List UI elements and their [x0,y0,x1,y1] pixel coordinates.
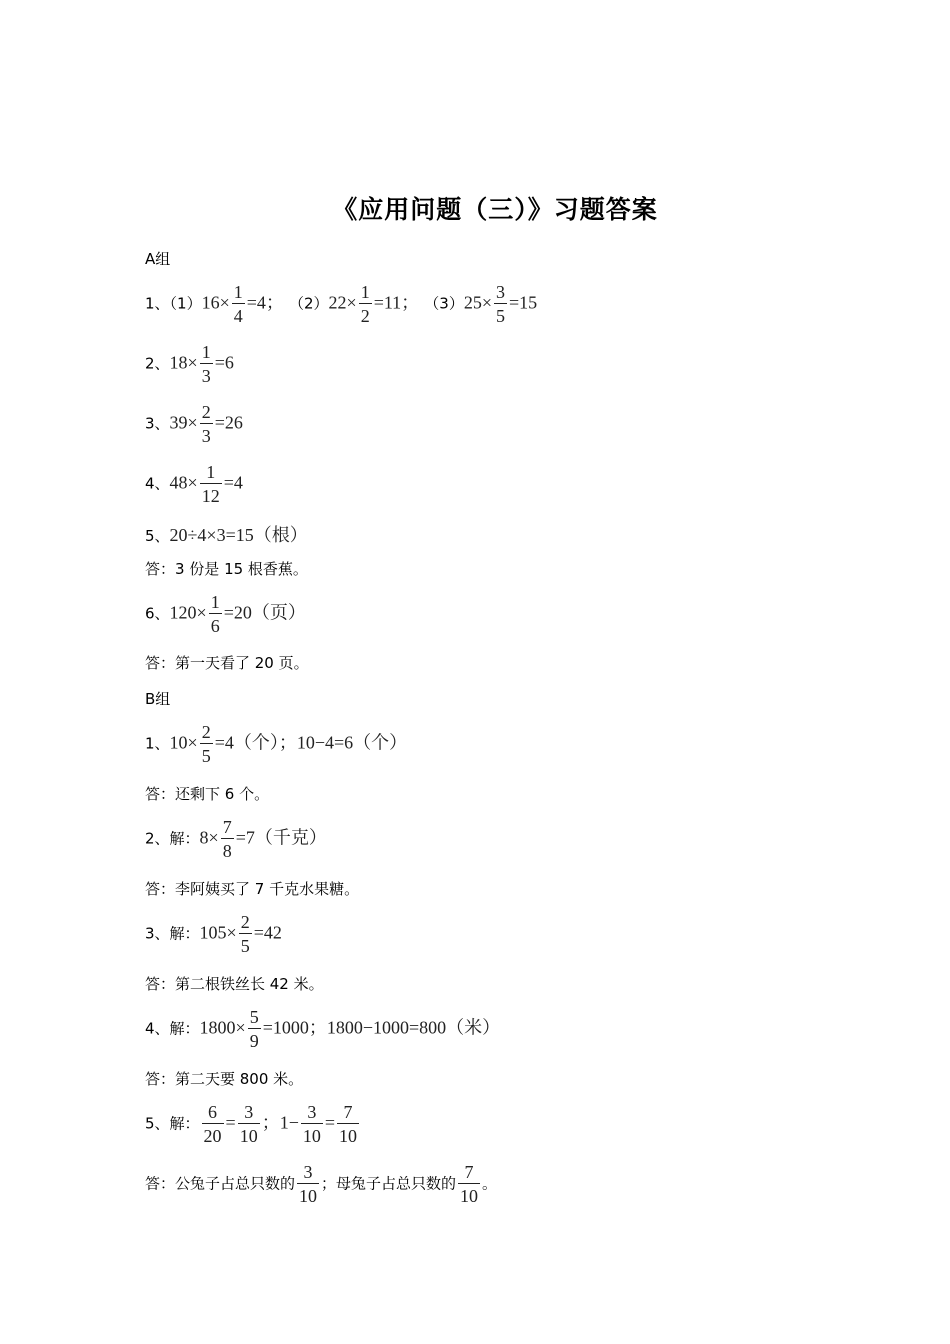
b-q1-left: 10× [169,732,198,753]
b-q3-right: =42 [253,922,282,943]
a-q2-right: =6 [214,352,234,373]
a-q1-p2-left: 22× [328,292,357,313]
a-q4-num: 4、 [145,474,170,493]
a-q3-right: =26 [214,412,243,433]
a-q3-num: 3、 [145,414,170,433]
a-q3-frac: $\frac{2}{3}$ [201,402,211,446]
b-q3-answer: 答：第二根铁丝长 42 米。 [145,975,324,993]
b-q5 [145,1103,361,1145]
a-q2 [145,343,234,385]
a-q1-p1: （1） [169,294,202,313]
b-q5-answer-b: ；母兔子占总只数的 [321,1174,457,1193]
b-q5-frac1: $\frac{6}{20}$ [203,1102,222,1146]
b-q1-right: =4（个）；10−4=6（个） [214,732,408,753]
a-q1-p3: （3） [424,294,464,313]
a-q5-expr: 20÷4×3=15（根） [169,525,308,545]
group-a-label: A组 [145,250,171,268]
page-title: 《应用问题（三）》习题答案 [332,195,658,224]
a-q4-right: =4 [223,472,243,493]
a-q6-answer: 答：第一天看了 20 页。 [145,654,309,672]
b-q2-num: 2、解： [145,829,200,848]
a-q1-p1-frac: $\frac{1}{4}$ [233,282,243,326]
a-q3-left: 39× [169,412,198,433]
b-q5-sep: ；1− [261,1112,299,1133]
a-q4-left: 48× [169,472,198,493]
a-q1-p2-right: =11； [373,292,420,313]
b-q1-frac: $\frac{2}{5}$ [201,722,211,766]
b-q4-answer: 答：第二天要 800 米。 [145,1070,304,1088]
b-q5-frac3: $\frac{3}{10}$ [302,1102,321,1146]
b-q3-frac: $\frac{2}{5}$ [240,912,250,956]
b-q4-right: =1000；1800−1000=800（米） [262,1017,501,1038]
b-q5-answer-end: 。 [482,1174,498,1193]
b-q5-answer-a: 答：公兔子占总只数的 [145,1174,296,1193]
b-q3-left: 105× [199,922,237,943]
b-q1 [145,723,407,765]
a-q4-frac: $\frac{1}{12}$ [201,462,220,506]
b-q1-num: 1、 [145,734,170,753]
a-q1-p3-frac: $\frac{3}{5}$ [495,282,505,326]
a-q6-left: 120× [169,602,207,623]
a-q2-num: 2、 [145,354,170,373]
a-q5-num: 5、 [145,527,170,545]
b-q5-frac4: $\frac{7}{10}$ [339,1102,358,1146]
b-q2 [145,818,327,860]
b-q5-answer-frac2: $\frac{7}{10}$ [460,1162,479,1206]
b-q5-num: 5、解： [145,1114,200,1133]
b-q5-answer-frac1: $\frac{3}{10}$ [299,1162,318,1206]
a-q2-left: 18× [169,352,198,373]
b-q1-answer: 答：还剩下 6 个。 [145,785,270,803]
group-b-label: B组 [145,690,171,708]
b-q4-frac: $\frac{5}{9}$ [249,1007,259,1051]
a-q2-frac: $\frac{1}{3}$ [201,342,211,386]
a-q6-right: =20（页） [223,602,306,623]
a-q1-p3-left: 25× [463,292,492,313]
a-q1-num: 1、 [145,294,170,313]
a-q1 [145,283,537,325]
a-q4 [145,463,243,505]
a-q5-answer: 答：3 份是 15 根香蕉。 [145,560,308,578]
b-q5-eq1: = [225,1112,236,1133]
b-q3-num: 3、解： [145,924,200,943]
a-q3 [145,403,243,445]
b-q4 [145,1008,500,1050]
b-q4-left: 1800× [199,1017,246,1038]
b-q5-frac2: $\frac{3}{10}$ [239,1102,258,1146]
a-q6-num: 6、 [145,604,170,623]
b-q2-left: 8× [199,827,219,848]
a-q1-p3-right: =15 [508,292,538,313]
a-q1-p1-left: 16× [201,292,230,313]
a-q6-frac: $\frac{1}{6}$ [210,592,220,636]
a-q1-p2-frac: $\frac{1}{2}$ [360,282,370,326]
a-q5 [145,521,308,547]
b-q5-eq2: = [324,1112,336,1133]
b-q4-num: 4、解： [145,1019,200,1038]
a-q1-p2: （2） [289,294,329,313]
a-q6 [145,593,306,635]
b-q2-answer: 答：李阿姨买了 7 千克水果糖。 [145,880,360,898]
b-q5-answer [145,1163,497,1205]
b-q3 [145,913,282,955]
b-q2-frac: $\frac{7}{8}$ [222,817,232,861]
a-q1-p1-right: =4； [246,292,284,313]
b-q2-right: =7（千克） [235,827,327,848]
